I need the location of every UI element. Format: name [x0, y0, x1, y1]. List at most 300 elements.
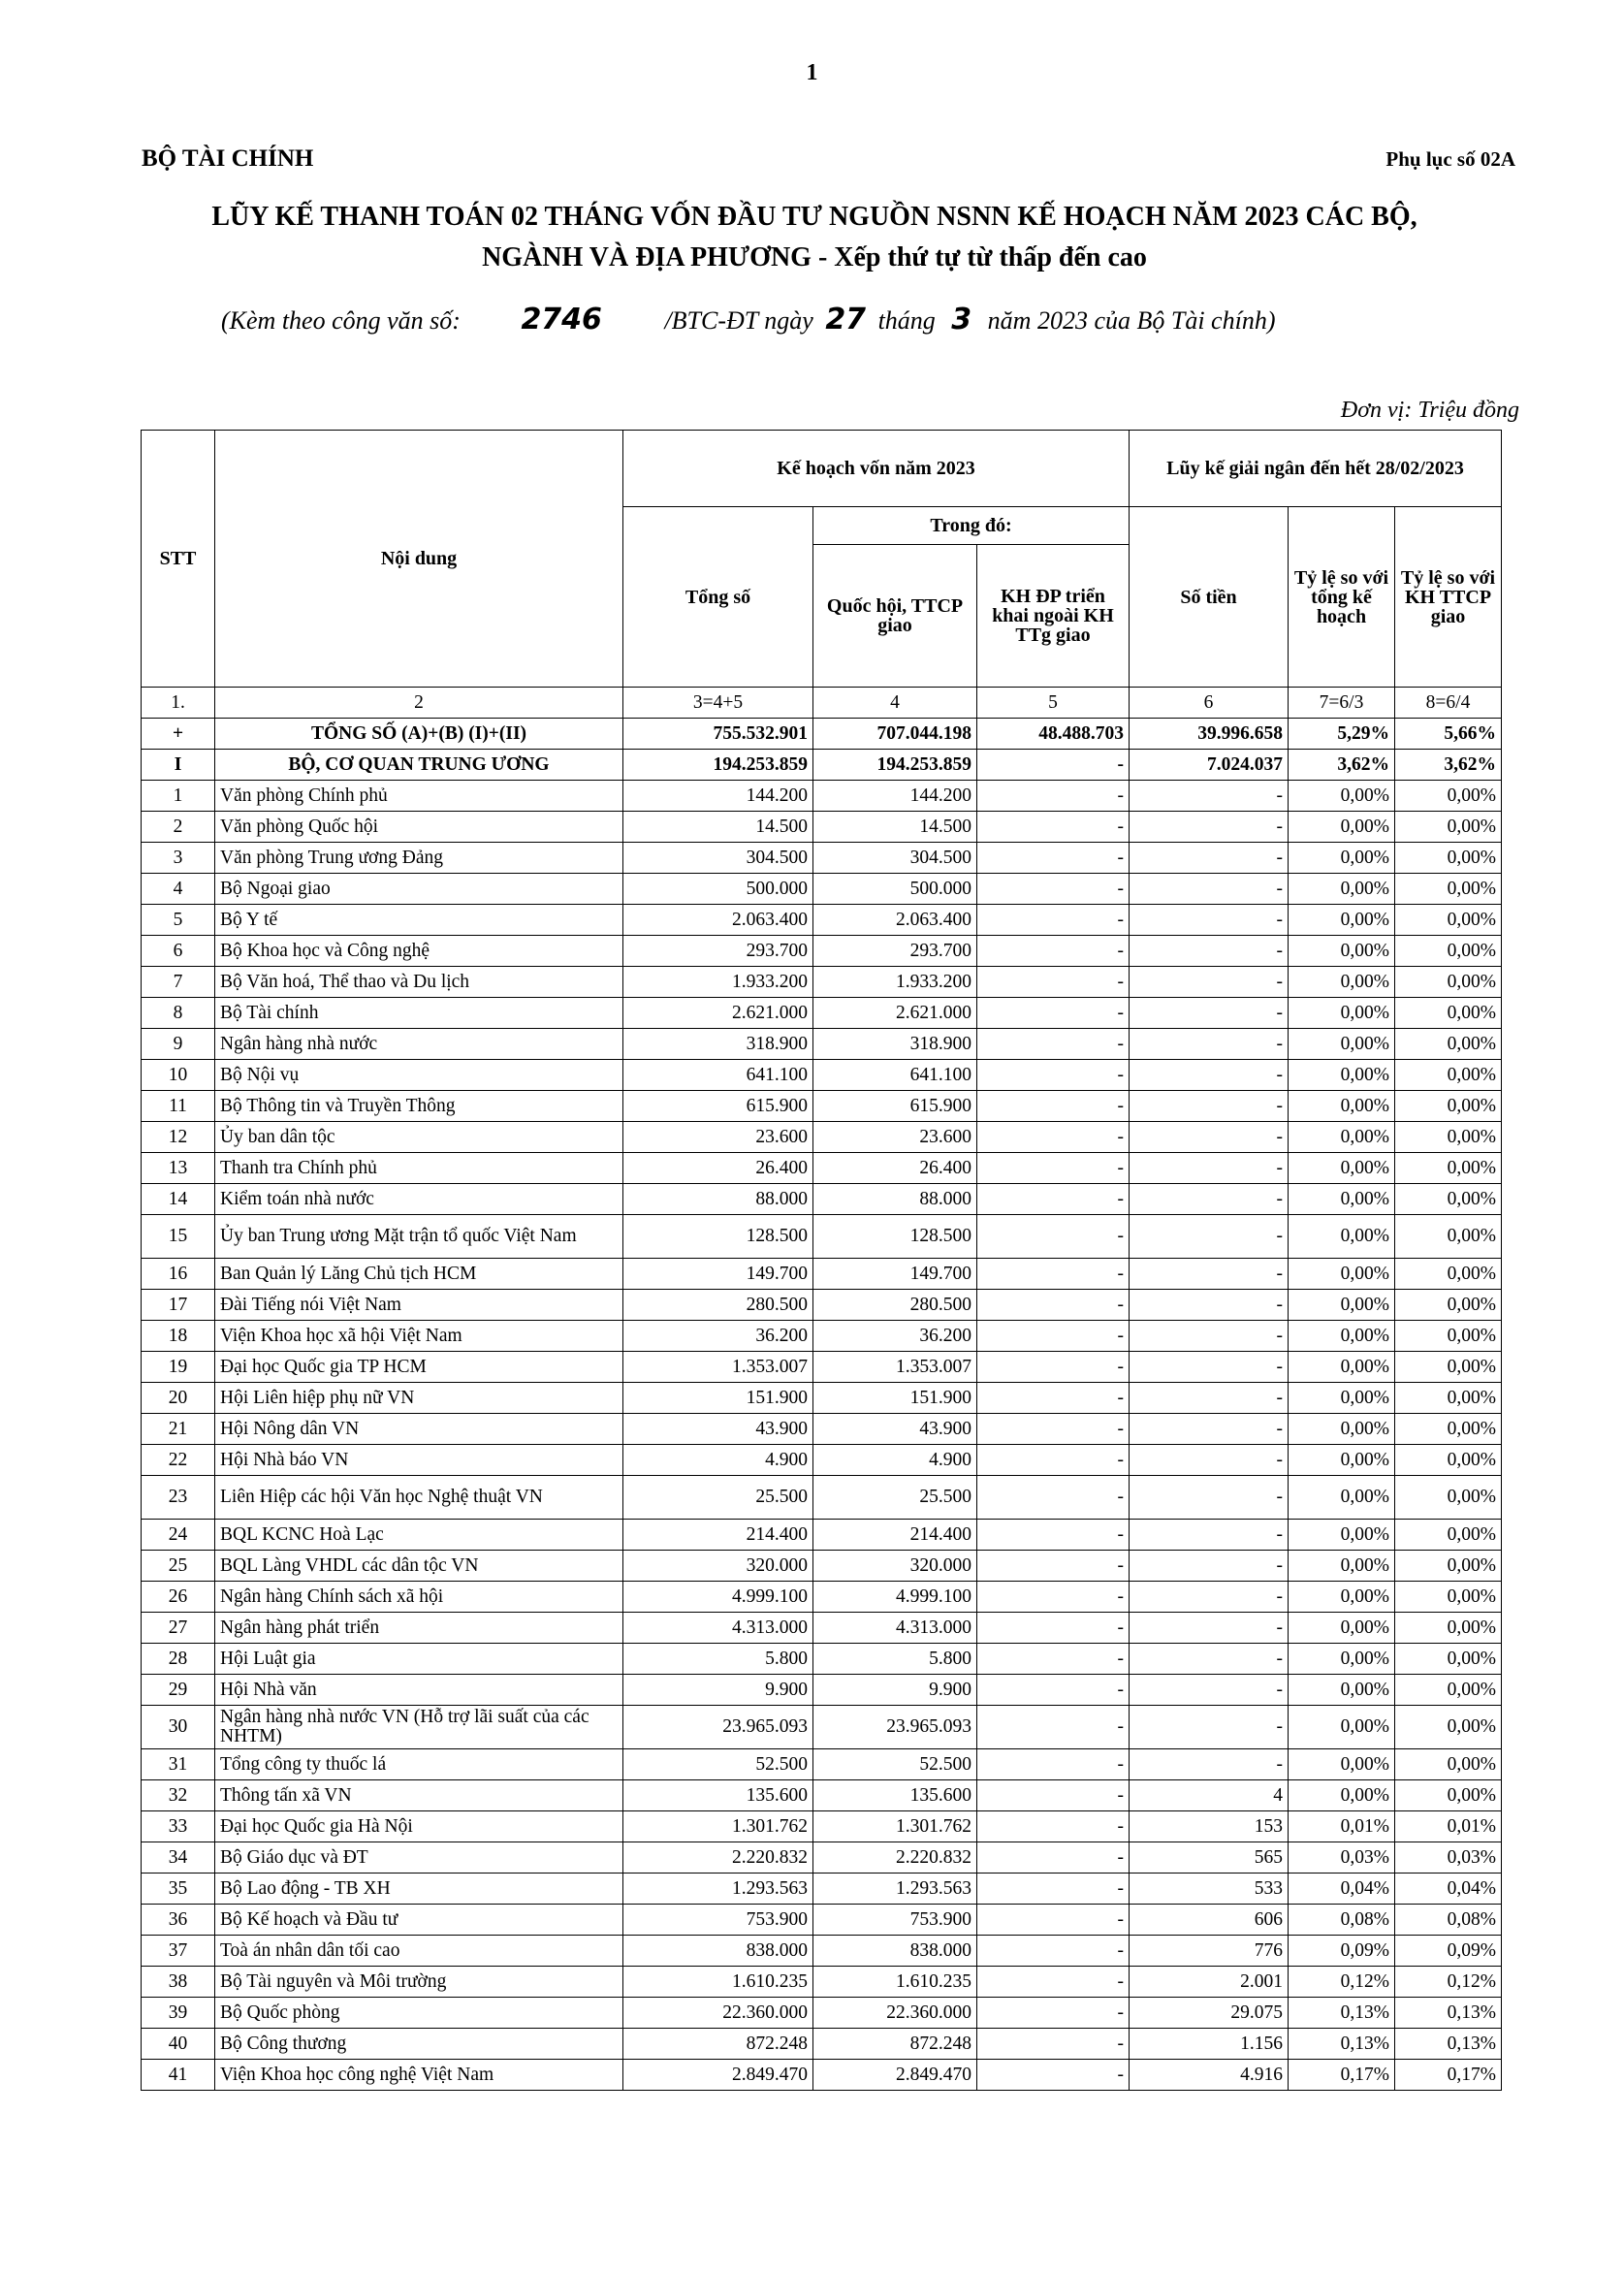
table-cell: 4.313.000: [813, 1613, 977, 1644]
table-cell: 0,00%: [1289, 1383, 1395, 1414]
table-cell: -: [977, 1383, 1130, 1414]
table-cell: -: [977, 1445, 1130, 1476]
ministry-name: BỘ TÀI CHÍNH: [142, 145, 314, 172]
table-cell: 43.900: [623, 1414, 813, 1445]
total-cell: 707.044.198: [813, 719, 977, 750]
table-row: [142, 812, 1502, 843]
table-cell: 0,13%: [1289, 2029, 1395, 2060]
table-cell: 5.800: [813, 1644, 977, 1675]
table-cell: Hội Nhà văn: [215, 1675, 623, 1706]
total-cell: +: [142, 719, 215, 750]
table-row: [142, 1842, 1502, 1874]
table-cell: 8: [142, 998, 215, 1029]
table-cell: 0,00%: [1289, 1029, 1395, 1060]
table-cell: 23.965.093: [813, 1706, 977, 1749]
table-cell: 4.916: [1130, 2060, 1289, 2091]
table-cell: 22.360.000: [623, 1998, 813, 2029]
table-cell: 19: [142, 1352, 215, 1383]
table-row: [142, 1582, 1502, 1613]
table-row: [142, 1936, 1502, 1967]
table-cell: 0,00%: [1395, 1706, 1502, 1749]
table-cell: Toà án nhân dân tối cao: [215, 1936, 623, 1967]
table-cell: 0,00%: [1289, 1091, 1395, 1122]
header-ty-le-ttcp: Tỷ lệ so với KH TTCP giao: [1395, 507, 1502, 688]
total-row: [142, 719, 1502, 750]
table-cell: 24: [142, 1520, 215, 1551]
table-cell: 144.200: [623, 781, 813, 812]
table-cell: Bộ Kế hoạch và Đầu tư: [215, 1905, 623, 1936]
table-cell: 0,00%: [1395, 1259, 1502, 1290]
table-cell: 615.900: [623, 1091, 813, 1122]
table-cell: 2.220.832: [813, 1842, 977, 1874]
table-cell: 0,01%: [1395, 1811, 1502, 1842]
table-cell: 0,03%: [1289, 1842, 1395, 1874]
table-cell: 0,00%: [1289, 905, 1395, 936]
table-cell: 5.800: [623, 1644, 813, 1675]
table-cell: 10: [142, 1060, 215, 1091]
table-cell: 149.700: [813, 1259, 977, 1290]
table-cell: Đại học Quốc gia TP HCM: [215, 1352, 623, 1383]
table-cell: -: [977, 967, 1130, 998]
table-cell: 2.849.470: [813, 2060, 977, 2091]
table-cell: 304.500: [623, 843, 813, 874]
table-cell: 0,00%: [1289, 1675, 1395, 1706]
table-cell: 21: [142, 1414, 215, 1445]
table-cell: 28: [142, 1644, 215, 1675]
table-cell: 0,00%: [1289, 1153, 1395, 1184]
table-cell: 26: [142, 1582, 215, 1613]
table-cell: -: [1130, 1091, 1289, 1122]
table-cell: 0,00%: [1395, 967, 1502, 998]
table-row: [142, 1060, 1502, 1091]
group-cell: 3,62%: [1395, 750, 1502, 781]
table-cell: 0,08%: [1289, 1905, 1395, 1936]
column-index-row: [142, 688, 1502, 719]
table-row: [142, 905, 1502, 936]
table-cell: 606: [1130, 1905, 1289, 1936]
table-row: [142, 1644, 1502, 1675]
table-cell: 9.900: [813, 1675, 977, 1706]
table-cell: 318.900: [813, 1029, 977, 1060]
table-cell: Bộ Văn hoá, Thể thao và Du lịch: [215, 967, 623, 998]
table-cell: Bộ Ngoại giao: [215, 874, 623, 905]
table-cell: 0,00%: [1395, 1414, 1502, 1445]
table-cell: Ban Quản lý Lăng Chủ tịch HCM: [215, 1259, 623, 1290]
disbursement-table: [141, 430, 1502, 2091]
table-row: [142, 2029, 1502, 2060]
table-cell: -: [977, 781, 1130, 812]
table-cell: 0,00%: [1395, 1383, 1502, 1414]
table-cell: 0,00%: [1289, 1290, 1395, 1321]
table-cell: -: [977, 1259, 1130, 1290]
table-cell: 12: [142, 1122, 215, 1153]
table-cell: 500.000: [813, 874, 977, 905]
table-cell: -: [1130, 1290, 1289, 1321]
table-cell: 0,00%: [1395, 1215, 1502, 1259]
table-cell: 151.900: [813, 1383, 977, 1414]
table-cell: 0,00%: [1395, 1352, 1502, 1383]
table-cell: 1.156: [1130, 2029, 1289, 2060]
table-cell: -: [977, 936, 1130, 967]
table-cell: -: [977, 1122, 1130, 1153]
table-cell: 0,03%: [1395, 1842, 1502, 1874]
table-cell: -: [977, 1215, 1130, 1259]
table-cell: Bộ Thông tin và Truyền Thông: [215, 1091, 623, 1122]
table-cell: Ngân hàng nhà nước VN (Hỗ trợ lãi suất của các NHTM): [215, 1706, 623, 1749]
table-cell: -: [1130, 1122, 1289, 1153]
table-cell: -: [977, 1644, 1130, 1675]
table-cell: -: [1130, 1445, 1289, 1476]
table-cell: 0,00%: [1395, 781, 1502, 812]
table-cell: 1: [142, 781, 215, 812]
table-cell: 0,00%: [1395, 1290, 1502, 1321]
table-cell: 2.220.832: [623, 1842, 813, 1874]
table-row: [142, 1874, 1502, 1905]
header-so-tien: Số tiền: [1130, 507, 1289, 688]
total-cell: 48.488.703: [977, 719, 1130, 750]
table-cell: Văn phòng Quốc hội: [215, 812, 623, 843]
header-luy-ke: Lũy kế giải ngân đến hết 28/02/2023: [1130, 431, 1502, 507]
table-row: [142, 2060, 1502, 2091]
table-cell: 0,00%: [1395, 1644, 1502, 1675]
table-cell: -: [977, 1290, 1130, 1321]
table-cell: Thông tấn xã VN: [215, 1780, 623, 1811]
table-row: [142, 1153, 1502, 1184]
table-cell: -: [977, 1060, 1130, 1091]
table-cell: 565: [1130, 1842, 1289, 1874]
table-row: [142, 1184, 1502, 1215]
table-cell: 641.100: [623, 1060, 813, 1091]
table-cell: 36: [142, 1905, 215, 1936]
table-cell: 753.900: [813, 1905, 977, 1936]
table-cell: -: [977, 905, 1130, 936]
table-cell: 18: [142, 1321, 215, 1352]
table-cell: -: [1130, 905, 1289, 936]
table-cell: 20: [142, 1383, 215, 1414]
table-cell: 304.500: [813, 843, 977, 874]
header-trong-do: Trong đó:: [813, 507, 1130, 545]
group-cell: 194.253.859: [813, 750, 977, 781]
header-noi-dung: Nội dung: [215, 431, 623, 688]
table-cell: -: [977, 874, 1130, 905]
table-row: [142, 874, 1502, 905]
index-cell: 6: [1130, 688, 1289, 719]
data-rows: [142, 781, 1502, 2091]
table-cell: 11: [142, 1091, 215, 1122]
table-cell: -: [1130, 1259, 1289, 1290]
table-row: [142, 1675, 1502, 1706]
table-cell: 0,00%: [1289, 1215, 1395, 1259]
group-cell: I: [142, 750, 215, 781]
ref-month: 3: [951, 303, 972, 336]
table-cell: Hội Liên hiệp phụ nữ VN: [215, 1383, 623, 1414]
header-ke-hoach: Kế hoạch vốn năm 2023: [623, 431, 1130, 507]
table-row: [142, 1706, 1502, 1749]
table-cell: 135.600: [813, 1780, 977, 1811]
table-cell: Hội Nhà báo VN: [215, 1445, 623, 1476]
table-cell: -: [1130, 1582, 1289, 1613]
table-cell: 0,00%: [1395, 1476, 1502, 1520]
table-row: [142, 1352, 1502, 1383]
table-cell: -: [1130, 998, 1289, 1029]
table-cell: 0,00%: [1289, 1184, 1395, 1215]
table-cell: 27: [142, 1613, 215, 1644]
total-cell: TỔNG SỐ (A)+(B) (I)+(II): [215, 719, 623, 750]
table-row: [142, 843, 1502, 874]
table-cell: 14: [142, 1184, 215, 1215]
table-cell: 1.293.563: [623, 1874, 813, 1905]
table-cell: 0,00%: [1395, 1122, 1502, 1153]
table-cell: 25.500: [813, 1476, 977, 1520]
table-cell: 17: [142, 1290, 215, 1321]
table-cell: -: [977, 1352, 1130, 1383]
ref-suffix: năm 2023 của Bộ Tài chính): [987, 306, 1276, 335]
table-row: [142, 1551, 1502, 1582]
table-cell: 0,00%: [1289, 812, 1395, 843]
table-cell: 0,00%: [1395, 1749, 1502, 1780]
table-cell: -: [1130, 874, 1289, 905]
table-cell: 36.200: [813, 1321, 977, 1352]
table-cell: 6: [142, 936, 215, 967]
table-cell: Ngân hàng Chính sách xã hội: [215, 1582, 623, 1613]
table-cell: 23.600: [813, 1122, 977, 1153]
table-row: [142, 1967, 1502, 1998]
table-cell: 0,00%: [1289, 1644, 1395, 1675]
table-cell: 22.360.000: [813, 1998, 977, 2029]
table-cell: -: [977, 1520, 1130, 1551]
table-cell: 4.999.100: [623, 1582, 813, 1613]
table-cell: 0,04%: [1395, 1874, 1502, 1905]
total-cell: 5,66%: [1395, 719, 1502, 750]
table-cell: 40: [142, 2029, 215, 2060]
table-cell: 1.353.007: [813, 1352, 977, 1383]
reference-line: [221, 303, 1275, 336]
table-cell: 0,09%: [1289, 1936, 1395, 1967]
table-cell: 14.500: [623, 812, 813, 843]
table-cell: 0,08%: [1395, 1905, 1502, 1936]
table-cell: -: [1130, 1551, 1289, 1582]
table-row: [142, 1091, 1502, 1122]
table-cell: 280.500: [813, 1290, 977, 1321]
group-row: [142, 750, 1502, 781]
header-stt: STT: [142, 431, 215, 688]
table-cell: -: [1130, 1029, 1289, 1060]
table-cell: 0,00%: [1289, 1414, 1395, 1445]
table-cell: 0,00%: [1289, 967, 1395, 998]
table-cell: 36.200: [623, 1321, 813, 1352]
table-cell: 144.200: [813, 781, 977, 812]
index-cell: 2: [215, 688, 623, 719]
table-cell: 22: [142, 1445, 215, 1476]
table-cell: -: [977, 1749, 1130, 1780]
table-cell: -: [977, 1582, 1130, 1613]
table-cell: 128.500: [623, 1215, 813, 1259]
table-cell: -: [977, 1091, 1130, 1122]
table-cell: 0,00%: [1289, 1706, 1395, 1749]
table-row: [142, 1780, 1502, 1811]
table-cell: 2.621.000: [813, 998, 977, 1029]
table-cell: -: [1130, 1153, 1289, 1184]
table-cell: -: [977, 1675, 1130, 1706]
table-cell: 0,00%: [1395, 936, 1502, 967]
table-row: [142, 936, 1502, 967]
table-cell: 3: [142, 843, 215, 874]
table-cell: Bộ Tài chính: [215, 998, 623, 1029]
table-cell: 2.621.000: [623, 998, 813, 1029]
table-cell: 9.900: [623, 1675, 813, 1706]
table-row: [142, 998, 1502, 1029]
table-cell: 500.000: [623, 874, 813, 905]
table-cell: 0,00%: [1395, 812, 1502, 843]
table-cell: 23.965.093: [623, 1706, 813, 1749]
table-cell: -: [1130, 812, 1289, 843]
table-cell: Bộ Giáo dục và ĐT: [215, 1842, 623, 1874]
table-cell: 214.400: [623, 1520, 813, 1551]
table-row: [142, 1613, 1502, 1644]
group-cell: 194.253.859: [623, 750, 813, 781]
table-cell: -: [1130, 1476, 1289, 1520]
table-cell: -: [977, 843, 1130, 874]
table-cell: -: [977, 1967, 1130, 1998]
table-cell: -: [1130, 1352, 1289, 1383]
table-cell: -: [977, 1476, 1130, 1520]
table-cell: 2.063.400: [813, 905, 977, 936]
table-cell: 0,00%: [1289, 1352, 1395, 1383]
table-cell: Liên Hiệp các hội Văn học Nghệ thuật VN: [215, 1476, 623, 1520]
table-cell: 320.000: [623, 1551, 813, 1582]
table-cell: 0,00%: [1395, 1091, 1502, 1122]
document-title: [116, 197, 1513, 278]
table-cell: Bộ Công thương: [215, 2029, 623, 2060]
table-cell: 23: [142, 1476, 215, 1520]
table-cell: -: [1130, 1675, 1289, 1706]
table-cell: Ngân hàng nhà nước: [215, 1029, 623, 1060]
total-cell: 5,29%: [1289, 719, 1395, 750]
table-cell: 7: [142, 967, 215, 998]
table-cell: 0,00%: [1395, 1321, 1502, 1352]
table-cell: 4.900: [813, 1445, 977, 1476]
table-cell: 320.000: [813, 1551, 977, 1582]
table-cell: 0,00%: [1395, 1184, 1502, 1215]
table-cell: Ủy ban Trung ương Mặt trận tổ quốc Việt Nam: [215, 1215, 623, 1259]
table-cell: 88.000: [623, 1184, 813, 1215]
table-cell: 2.849.470: [623, 2060, 813, 2091]
index-cell: 7=6/3: [1289, 688, 1395, 719]
table-cell: 13: [142, 1153, 215, 1184]
table-cell: -: [977, 1184, 1130, 1215]
table-row: [142, 1520, 1502, 1551]
table-cell: Viện Khoa học công nghệ Việt Nam: [215, 2060, 623, 2091]
table-cell: 2: [142, 812, 215, 843]
table-cell: 0,00%: [1289, 1520, 1395, 1551]
table-cell: 34: [142, 1842, 215, 1874]
table-cell: -: [1130, 1520, 1289, 1551]
table-cell: 0,00%: [1289, 1060, 1395, 1091]
table-cell: 0,00%: [1289, 1582, 1395, 1613]
group-cell: 3,62%: [1289, 750, 1395, 781]
table-cell: 318.900: [623, 1029, 813, 1060]
table-cell: 0,00%: [1395, 1153, 1502, 1184]
table-cell: 128.500: [813, 1215, 977, 1259]
table-cell: 214.400: [813, 1520, 977, 1551]
index-cell: 8=6/4: [1395, 688, 1502, 719]
table-cell: 0,00%: [1289, 1476, 1395, 1520]
header-kh-dp: KH ĐP triển khai ngoài KH TTg giao: [977, 545, 1130, 688]
table-cell: 0,00%: [1395, 1520, 1502, 1551]
table-cell: -: [977, 1706, 1130, 1749]
table-cell: 25.500: [623, 1476, 813, 1520]
table-cell: 29: [142, 1675, 215, 1706]
table-cell: 32: [142, 1780, 215, 1811]
table-cell: Bộ Nội vụ: [215, 1060, 623, 1091]
table-cell: 29.075: [1130, 1998, 1289, 2029]
table-cell: -: [1130, 843, 1289, 874]
table-cell: 293.700: [813, 936, 977, 967]
table-cell: -: [977, 1905, 1130, 1936]
table-row: [142, 1321, 1502, 1352]
table-cell: 2.063.400: [623, 905, 813, 936]
table-cell: 0,00%: [1395, 998, 1502, 1029]
table-cell: -: [1130, 1184, 1289, 1215]
table-cell: 9: [142, 1029, 215, 1060]
appendix-label: Phụ lục số 02A: [1385, 147, 1515, 171]
table-cell: -: [1130, 1613, 1289, 1644]
table-cell: 0,00%: [1289, 874, 1395, 905]
table-cell: 14.500: [813, 812, 977, 843]
table-row: [142, 1905, 1502, 1936]
table-cell: 4: [1130, 1780, 1289, 1811]
table-cell: 1.301.762: [623, 1811, 813, 1842]
index-cell: 5: [977, 688, 1130, 719]
table-cell: 0,00%: [1395, 1582, 1502, 1613]
table-cell: -: [977, 1874, 1130, 1905]
table-cell: 88.000: [813, 1184, 977, 1215]
table-cell: 872.248: [813, 2029, 977, 2060]
table-row: [142, 1259, 1502, 1290]
table-cell: 4.999.100: [813, 1582, 977, 1613]
table-cell: 38: [142, 1967, 215, 1998]
table-cell: -: [977, 1998, 1130, 2029]
header-tong-so: Tổng số: [623, 507, 813, 688]
ref-day: 27: [825, 303, 867, 336]
table-cell: 1.933.200: [813, 967, 977, 998]
table-cell: 1.610.235: [623, 1967, 813, 1998]
table-cell: 39: [142, 1998, 215, 2029]
table-cell: Bộ Y tế: [215, 905, 623, 936]
table-cell: 4.900: [623, 1445, 813, 1476]
table-cell: -: [1130, 781, 1289, 812]
table-cell: -: [1130, 1215, 1289, 1259]
table-row: [142, 967, 1502, 998]
table-cell: 0,00%: [1289, 998, 1395, 1029]
table-cell: 0,00%: [1289, 1321, 1395, 1352]
table-cell: Tổng công ty thuốc lá: [215, 1749, 623, 1780]
table-cell: 1.933.200: [623, 967, 813, 998]
table-row: [142, 1476, 1502, 1520]
table-cell: 33: [142, 1811, 215, 1842]
table-cell: 0,00%: [1289, 1445, 1395, 1476]
table-cell: 0,01%: [1289, 1811, 1395, 1842]
table-cell: Văn phòng Chính phủ: [215, 781, 623, 812]
table-cell: 26.400: [813, 1153, 977, 1184]
table-cell: 0,00%: [1289, 1780, 1395, 1811]
table-cell: -: [1130, 1060, 1289, 1091]
table-cell: 776: [1130, 1936, 1289, 1967]
group-cell: BỘ, CƠ QUAN TRUNG ƯƠNG: [215, 750, 623, 781]
table-cell: 37: [142, 1936, 215, 1967]
table-cell: 0,00%: [1395, 843, 1502, 874]
table-cell: 0,00%: [1395, 1613, 1502, 1644]
